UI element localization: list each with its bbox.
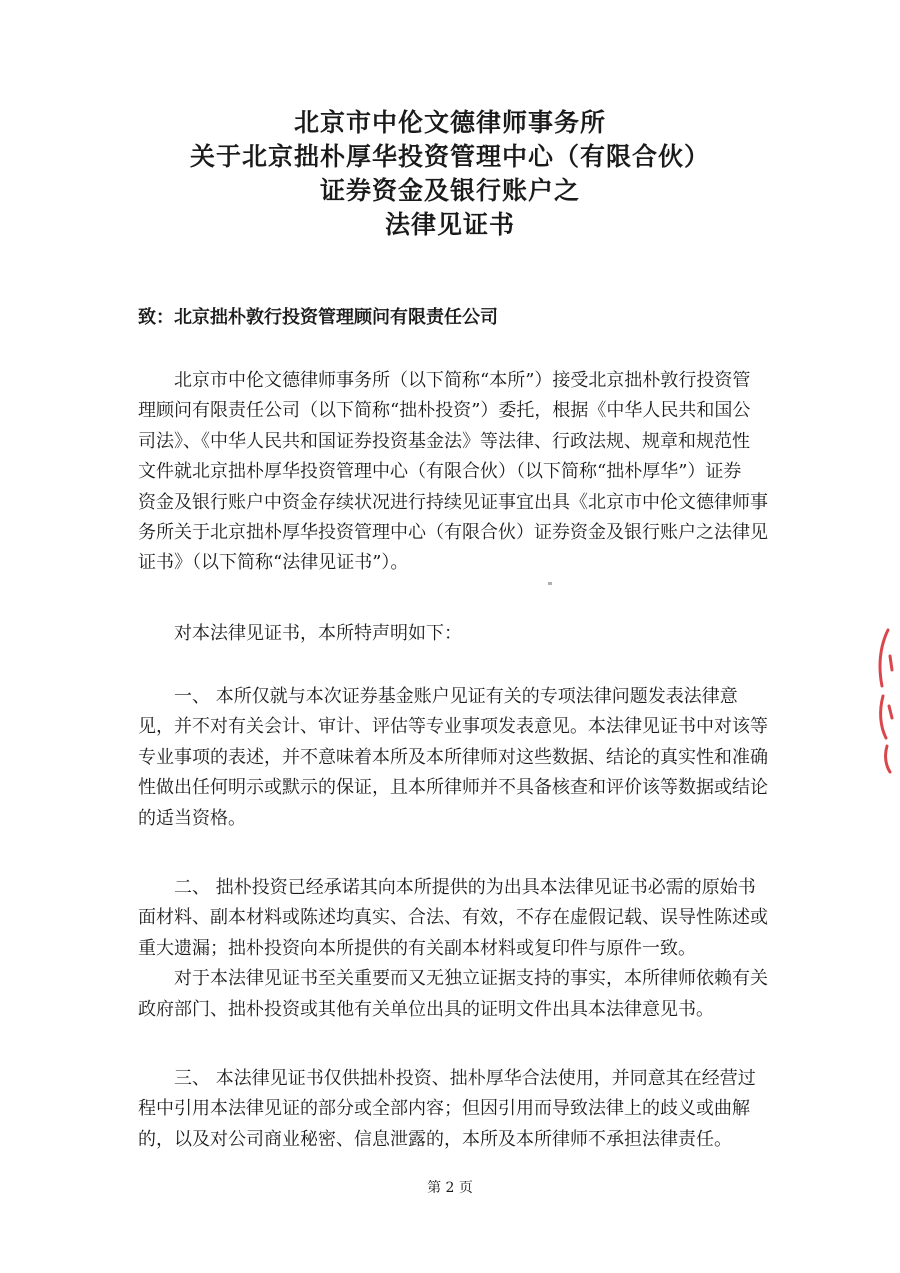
- page-number: 第 2 页: [427, 1180, 473, 1196]
- seal-stamp-edge-icon: [874, 626, 894, 776]
- title-line-1: 北京市中伦文德律师事务所: [293, 108, 606, 137]
- declaration-lead: [138, 619, 778, 649]
- text-line: 务所关于北京拙朴厚华投资管理中心（有限合伙）证券资金及银行账户之法律见: [138, 521, 768, 543]
- scan-speck: [548, 582, 552, 585]
- text-line: 专业事项的表述，并不意味着本所及本所律师对这些数据、结论的真实性和准确: [138, 746, 768, 768]
- text-line: 政府部门、拙朴投资或其他有关单位出具的证明文件出具本法律意见书。: [138, 998, 714, 1020]
- intro-paragraph: [138, 366, 778, 579]
- text-line: 程中引用本法律见证的部分或全部内容；但因引用而导致法律上的歧义或曲解: [138, 1098, 750, 1120]
- title-line-2: 关于北京拙朴厚华投资管理中心（有限合伙）: [189, 142, 710, 171]
- text-line: 性做出任何明示或默示的保证，且本所律师并不具备核查和评价该等数据或结论: [138, 777, 768, 799]
- declaration-item-2: [138, 873, 778, 1025]
- text-line: 对于本法律见证书至关重要而又无独立证据支持的事实，本所律师依赖有关: [174, 968, 768, 990]
- declaration-item-1: [138, 682, 778, 834]
- text-line: 见，并不对有关会计、审计、评估等专业事项发表意见。本法律见证书中对该等: [138, 716, 768, 738]
- text-line: 对本法律见证书，本所特声明如下：: [174, 623, 462, 644]
- text-line: 北京市中伦文德律师事务所（以下简称“本所”）接受北京拙朴敦行投资管: [174, 370, 751, 391]
- title-line-4: 法律见证书: [384, 210, 515, 239]
- text-line: 面材料、副本材料或陈述均真实、合法、有效，不存在虚假记载、误导性陈述或: [138, 907, 768, 929]
- text-line: 证书》（以下简称“法律见证书”）。: [138, 552, 409, 574]
- text-line: 资金及银行账户中资金存续状况进行持续见证事宜出具《北京市中伦文德律师事: [138, 491, 768, 513]
- text-line: 司法》、《中华人民共和国证券投资基金法》等法律、行政法规、规章和规范性: [138, 430, 750, 452]
- declaration-item-3: [138, 1064, 778, 1155]
- text-line: 的，以及对公司商业秘密、信息泄露的，本所及本所律师不承担法律责任。: [138, 1128, 732, 1150]
- text-line: 一、 本所仅就与本次证券基金账户见证有关的专项法律问题发表法律意: [174, 686, 738, 707]
- text-line: 文件就北京拙朴厚华投资管理中心（有限合伙）（以下简称“拙朴厚华”）证券: [138, 461, 742, 483]
- text-line: 的适当资格。: [138, 807, 246, 829]
- text-line: 三、 本法律见证书仅供拙朴投资、拙朴厚华合法使用，并同意其在经营过: [174, 1068, 756, 1089]
- document-title: [0, 106, 900, 242]
- title-line-3: 证券资金及银行账户之: [319, 176, 580, 205]
- text-line: 重大遗漏；拙朴投资向本所提供的有关副本材料或复印件与原件一致。: [138, 937, 696, 959]
- text-line: 理顾问有限责任公司（以下简称“拙朴投资”）委托，根据《中华人民共和国公: [138, 400, 751, 422]
- text-line: 二、 拙朴投资已经承诺其向本所提供的为出具本法律见证书必需的原始书: [174, 877, 756, 898]
- addressee: 致：北京拙朴敦行投资管理顾问有限责任公司: [138, 307, 498, 328]
